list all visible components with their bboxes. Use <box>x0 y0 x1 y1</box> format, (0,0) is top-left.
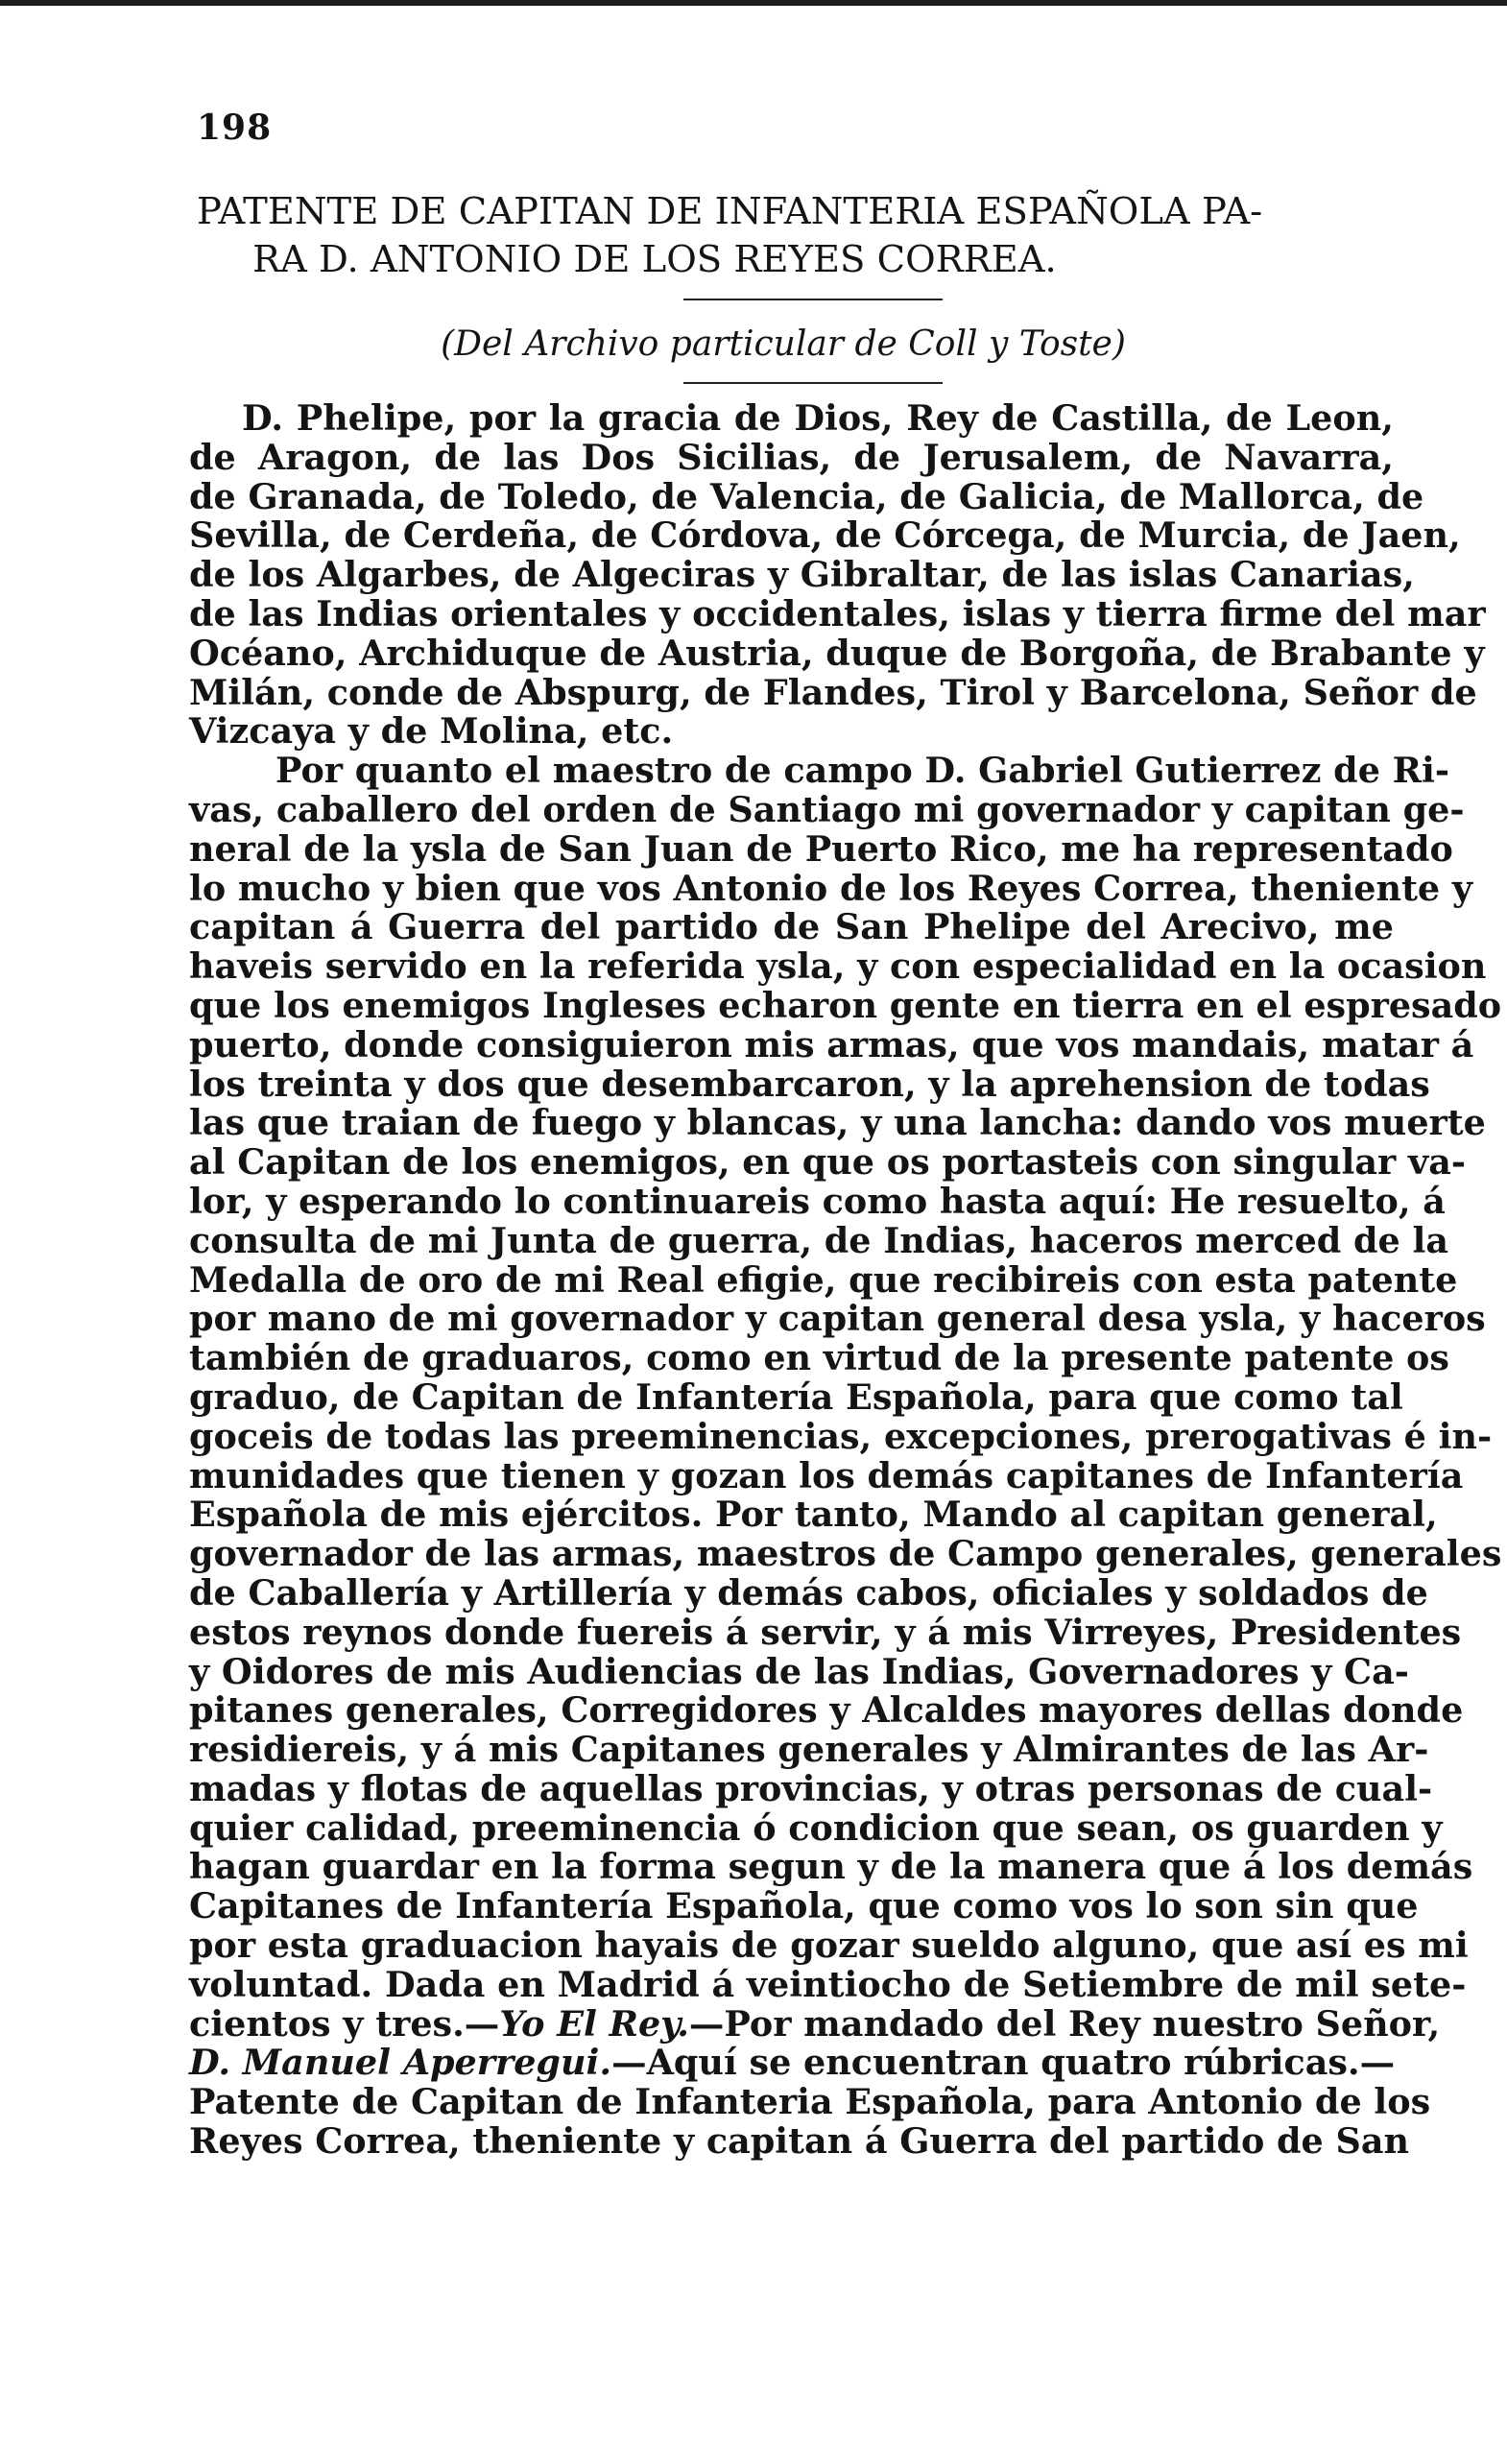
text-line: haveis servido en la referida ysla, y con especialidad en la ocasion <box>189 945 1487 988</box>
closing-text: —Aquí se encuentran quatro rúbricas.— <box>611 2042 1396 2084</box>
closing-line: Reyes Correa, theniente y capitan á Guerra del partido de San <box>189 2120 1410 2163</box>
text-line: consulta de mi Junta de guerra, de Indias, haceros merced de la <box>189 1219 1448 1261</box>
closing-text: cientos y tres.— <box>189 2002 500 2045</box>
text-line: hagan guardar en la forma segun y de la manera que á los demás <box>189 1846 1473 1888</box>
text-line: de los Algarbes, de Algeciras y Gibraltar, de las islas Canarias, <box>189 554 1415 596</box>
text-line: Capitanes de Infantería Española, que como vos lo son sin que <box>189 1885 1419 1927</box>
text-line: puerto, donde consiguieron mis armas, que vos mandais, matar á <box>189 1023 1474 1065</box>
page-number: 198 <box>197 108 273 148</box>
title-divider <box>683 299 943 300</box>
text-line: las que traian de fuego y blancas, y una lancha: dando vos muerte <box>189 1102 1486 1144</box>
king-signature: Yo El Rey. <box>499 2002 689 2045</box>
secretary-signature: D. Manuel Aperregui. <box>189 2042 612 2084</box>
text-line: que los enemigos Ingleses echaron gente en tierra en el espresado <box>189 984 1502 1026</box>
text-line: quier calidad, preeminencia ó condicion que sean, os guarden y <box>189 1806 1443 1849</box>
title-line-2: RA D. ANTONIO DE LOS REYES CORREA. <box>252 238 1057 281</box>
closing-line <box>189 2002 1441 2045</box>
text-line: neral de la ysla de San Juan de Puerto Rico, me ha representado <box>189 827 1453 870</box>
document-body <box>189 397 1502 2163</box>
text-line: también de graduaros, como en virtud de la presente patente os <box>189 1337 1449 1379</box>
text-line: Sevilla, de Cerdeña, de Córdova, de Córcega, de Murcia, de Jaen, <box>189 514 1461 557</box>
closing-text: —Por mandado del Rey nuestro Señor, <box>688 2002 1441 2045</box>
text-line: estos reynos donde fuereis á servir, y á mis Virreyes, Presidentes <box>189 1611 1462 1653</box>
text-line: Vizcaya y de Molina, etc. <box>189 710 674 753</box>
text-line: los treinta y dos que desembarcaron, y la aprehension de todas <box>189 1063 1430 1105</box>
text-line: D. Phelipe, por la gracia de Dios, Rey de Castilla, de Leon, <box>242 397 1394 439</box>
text-line: Por quanto el maestro de campo D. Gabriel Gutierrez de Ri- <box>275 750 1449 792</box>
closing-line: Patente de Capitan de Infanteria Española, para Antonio de los <box>189 2081 1431 2123</box>
title-line-1: PATENTE DE CAPITAN DE INFANTERIA ESPAÑOLA PA- <box>197 190 1263 233</box>
text-line: de las Indias orientales y occidentales, islas y tierra firme del mar <box>189 592 1486 634</box>
text-line: y Oidores de mis Audiencias de las Indias, Governadores y Ca- <box>189 1650 1409 1692</box>
text-line: por esta graduacion hayais de gozar sueldo alguno, que así es mi <box>189 1925 1469 1967</box>
text-line: de Caballería y Artillería y demás cabos, oficiales y soldados de <box>189 1571 1428 1614</box>
top-border-rule <box>0 0 1507 6</box>
text-line: goceis de todas las preeminencias, excepciones, prerogativas é in- <box>189 1415 1493 1457</box>
source-divider <box>683 382 943 384</box>
source-note: (Del Archivo particular de Coll y Toste) <box>441 324 1126 364</box>
text-line: Milán, conde de Abspurg, de Flandes, Tirol y Barcelona, Señor de <box>189 671 1477 713</box>
text-line: de Aragon, de las Dos Sicilias, de Jerusalem, de Navarra, <box>189 436 1394 478</box>
text-line: de Granada, de Toledo, de Valencia, de Galicia, de Mallorca, de <box>189 475 1424 517</box>
text-line: residiereis, y á mis Capitanes generales y Almirantes de las Ar- <box>189 1729 1429 1771</box>
text-line: Océano, Archiduque de Austria, duque de Borgoña, de Brabante y <box>189 632 1485 674</box>
text-line: capitan á Guerra del partido de San Phelipe del Arecivo, me <box>189 906 1394 948</box>
text-line: Española de mis ejércitos. Por tanto, Mando al capitan general, <box>189 1494 1438 1536</box>
text-line: pitanes generales, Corregidores y Alcaldes mayores dellas donde <box>189 1689 1464 1732</box>
text-line: munidades que tienen y gozan los demás capitanes de Infantería <box>189 1454 1464 1496</box>
text-line: al Capitan de los enemigos, en que os portasteis con singular va- <box>189 1141 1466 1184</box>
paragraph-patent-grant <box>189 750 1502 2005</box>
text-line: lo mucho y bien que vos Antonio de los Reyes Correa, theniente y <box>189 867 1473 909</box>
text-line: madas y flotas de aquellas provincias, y otras personas de cual- <box>189 1767 1433 1809</box>
text-line: Medalla de oro de mi Real efigie, que recibireis con esta patente <box>189 1258 1458 1301</box>
text-line: voluntad. Dada en Madrid á veintiocho de Setiembre de mil sete- <box>189 1963 1467 2005</box>
text-line: graduo, de Capitan de Infantería Española, para que como tal <box>189 1376 1403 1418</box>
text-line: vas, caballero del orden de Santiago mi governador y capitan ge- <box>189 788 1465 830</box>
text-line: governador de las armas, maestros de Campo generales, generales <box>189 1533 1502 1575</box>
closing-line <box>189 2044 1394 2083</box>
paragraph-closing <box>189 2002 1441 2163</box>
paragraph-royal-titles <box>189 397 1486 753</box>
text-line: lor, y esperando lo continuareis como hasta aquí: He resuelto, á <box>189 1180 1446 1222</box>
document-title <box>197 188 1387 284</box>
text-line: por mano de mi governador y capitan general desa ysla, y haceros <box>189 1298 1486 1340</box>
